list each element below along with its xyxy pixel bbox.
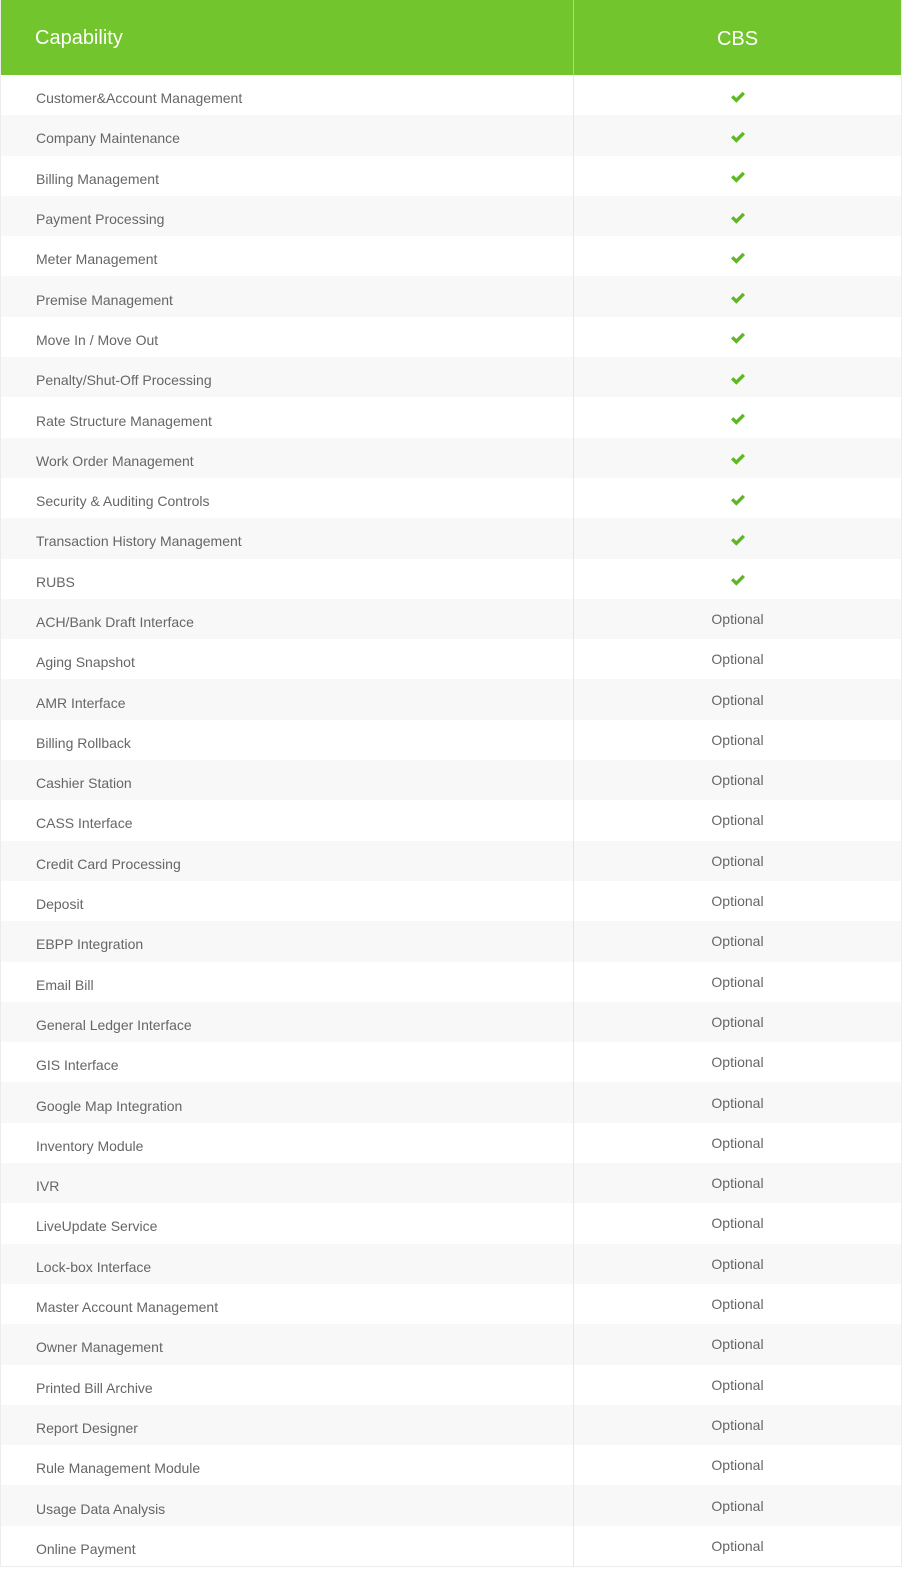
checkmark-icon bbox=[730, 251, 746, 265]
cbs-optional-cell: Optional bbox=[711, 731, 764, 748]
cbs-optional-cell: Optional bbox=[711, 1296, 764, 1313]
cbs-included-cell bbox=[574, 478, 901, 518]
table-row bbox=[1, 1082, 901, 1122]
cbs-included-cell bbox=[574, 518, 901, 558]
table-row bbox=[1, 639, 901, 679]
checkmark-icon bbox=[730, 452, 746, 466]
table-row bbox=[1, 397, 901, 437]
capability-label: Cashier Station bbox=[1, 760, 574, 800]
capability-label: Owner Management bbox=[1, 1324, 574, 1364]
capability-label: IVR bbox=[1, 1163, 574, 1203]
table-row bbox=[1, 720, 901, 760]
capability-label: Payment Processing bbox=[1, 196, 574, 236]
cbs-included-cell bbox=[574, 236, 901, 276]
capability-label: Lock-box Interface bbox=[1, 1244, 574, 1284]
capability-label: Meter Management bbox=[1, 236, 574, 276]
table-row bbox=[1, 357, 901, 397]
capability-label: Inventory Module bbox=[1, 1123, 574, 1163]
cbs-optional-cell: Optional bbox=[711, 611, 764, 627]
cbs-optional-cell: Optional bbox=[711, 1497, 764, 1514]
cbs-optional-cell: Optional bbox=[711, 973, 764, 990]
checkmark-icon bbox=[730, 412, 746, 426]
table-row bbox=[1, 1365, 901, 1405]
capability-label: Rule Management Module bbox=[1, 1445, 574, 1485]
cbs-optional-cell: Optional bbox=[711, 1336, 764, 1353]
cbs-included-cell bbox=[574, 276, 901, 316]
capability-label: RUBS bbox=[1, 559, 574, 599]
capability-label: Credit Card Processing bbox=[1, 841, 574, 881]
capability-label: Customer&Account Management bbox=[1, 75, 574, 115]
cbs-optional-cell: Optional bbox=[711, 1134, 764, 1151]
checkmark-icon bbox=[730, 331, 746, 345]
table-row bbox=[1, 1163, 901, 1203]
cbs-optional-cell: Optional bbox=[711, 1175, 764, 1192]
capability-label: Premise Management bbox=[1, 276, 574, 316]
capability-label: General Ledger Interface bbox=[1, 1002, 574, 1042]
capability-label: Report Designer bbox=[1, 1405, 574, 1445]
cbs-included-cell bbox=[574, 438, 901, 478]
capability-label: ACH/Bank Draft Interface bbox=[1, 599, 574, 639]
checkmark-icon bbox=[730, 372, 746, 386]
cbs-optional-cell: Optional bbox=[711, 772, 764, 789]
cbs-included-cell bbox=[574, 317, 901, 357]
table-row bbox=[1, 196, 901, 236]
capability-label: GIS Interface bbox=[1, 1042, 574, 1082]
capability-label: CASS Interface bbox=[1, 800, 574, 840]
cbs-included-cell bbox=[574, 115, 901, 155]
cbs-optional-cell: Optional bbox=[711, 812, 764, 829]
capability-label: LiveUpdate Service bbox=[1, 1203, 574, 1243]
capability-label: Printed Bill Archive bbox=[1, 1365, 574, 1405]
cbs-optional-cell: Optional bbox=[711, 651, 764, 668]
capability-label: Deposit bbox=[1, 881, 574, 921]
table-row bbox=[1, 921, 901, 961]
table-row bbox=[1, 1526, 901, 1566]
cbs-optional-cell: Optional bbox=[711, 1054, 764, 1071]
table-row bbox=[1, 75, 901, 115]
checkmark-icon bbox=[730, 533, 746, 547]
table-row bbox=[1, 800, 901, 840]
cbs-included-cell bbox=[574, 357, 901, 397]
capability-column-header: Capability bbox=[1, 0, 574, 75]
table-row bbox=[1, 1324, 901, 1364]
cbs-column-header: CBS bbox=[716, 28, 759, 50]
capability-label: Penalty/Shut-Off Processing bbox=[1, 357, 574, 397]
checkmark-icon bbox=[730, 291, 746, 305]
cbs-optional-cell: Optional bbox=[711, 691, 764, 708]
table-row bbox=[1, 1405, 901, 1445]
cbs-optional-cell: Optional bbox=[711, 1094, 764, 1111]
table-row bbox=[1, 1002, 901, 1042]
capability-label: Company Maintenance bbox=[1, 115, 574, 155]
cbs-optional-cell: Optional bbox=[711, 1416, 764, 1433]
table-row bbox=[1, 841, 901, 881]
table-row bbox=[1, 1445, 901, 1485]
capability-label: Usage Data Analysis bbox=[1, 1485, 574, 1525]
cbs-optional-cell: Optional bbox=[711, 1255, 764, 1272]
table-row bbox=[1, 317, 901, 357]
table-row bbox=[1, 1123, 901, 1163]
capability-label: Billing Rollback bbox=[1, 720, 574, 760]
table-row bbox=[1, 1203, 901, 1243]
checkmark-icon bbox=[730, 130, 746, 144]
table-row bbox=[1, 599, 901, 639]
table-row bbox=[1, 115, 901, 155]
capability-label: Online Payment bbox=[1, 1526, 574, 1566]
table-row bbox=[1, 478, 901, 518]
capability-label: EBPP Integration bbox=[1, 921, 574, 961]
capability-label: Email Bill bbox=[1, 962, 574, 1002]
capability-label: Security & Auditing Controls bbox=[1, 478, 574, 518]
cbs-optional-cell: Optional bbox=[711, 1376, 764, 1393]
table-row bbox=[1, 760, 901, 800]
table-row bbox=[1, 156, 901, 196]
cbs-included-cell bbox=[574, 75, 901, 115]
table-body bbox=[1, 75, 901, 1566]
capability-label: Move In / Move Out bbox=[1, 317, 574, 357]
table-row bbox=[1, 1284, 901, 1324]
cbs-included-cell bbox=[574, 559, 901, 599]
capability-label: Transaction History Management bbox=[1, 518, 574, 558]
cbs-optional-cell: Optional bbox=[711, 1215, 764, 1232]
capability-label: Master Account Management bbox=[1, 1284, 574, 1324]
checkmark-icon bbox=[730, 211, 746, 225]
table-row bbox=[1, 1244, 901, 1284]
capability-label: Aging Snapshot bbox=[1, 639, 574, 679]
table-row bbox=[1, 679, 901, 719]
capability-label: Rate Structure Management bbox=[1, 397, 574, 437]
cbs-optional-cell: Optional bbox=[711, 1457, 764, 1474]
cbs-optional-cell: Optional bbox=[711, 893, 764, 910]
cbs-included-cell bbox=[574, 156, 901, 196]
table-row bbox=[1, 1485, 901, 1525]
cbs-optional-cell: Optional bbox=[711, 852, 764, 869]
cbs-included-cell bbox=[574, 196, 901, 236]
checkmark-icon bbox=[730, 170, 746, 184]
table-row bbox=[1, 962, 901, 1002]
cbs-optional-cell: Optional bbox=[711, 1013, 764, 1030]
table-row bbox=[1, 236, 901, 276]
table-header bbox=[1, 0, 901, 75]
table-row bbox=[1, 518, 901, 558]
cbs-included-cell bbox=[574, 397, 901, 437]
table-row bbox=[1, 881, 901, 921]
table-row bbox=[1, 438, 901, 478]
capability-label: AMR Interface bbox=[1, 679, 574, 719]
checkmark-icon bbox=[730, 90, 746, 104]
capability-label: Google Map Integration bbox=[1, 1082, 574, 1122]
table-row bbox=[1, 559, 901, 599]
cbs-optional-cell: Optional bbox=[711, 1537, 764, 1554]
table-row bbox=[1, 276, 901, 316]
table-row bbox=[1, 1042, 901, 1082]
cbs-optional-cell: Optional bbox=[711, 933, 764, 950]
capability-label: Work Order Management bbox=[1, 438, 574, 478]
checkmark-icon bbox=[730, 573, 746, 587]
checkmark-icon bbox=[730, 493, 746, 507]
capability-label: Billing Management bbox=[1, 156, 574, 196]
